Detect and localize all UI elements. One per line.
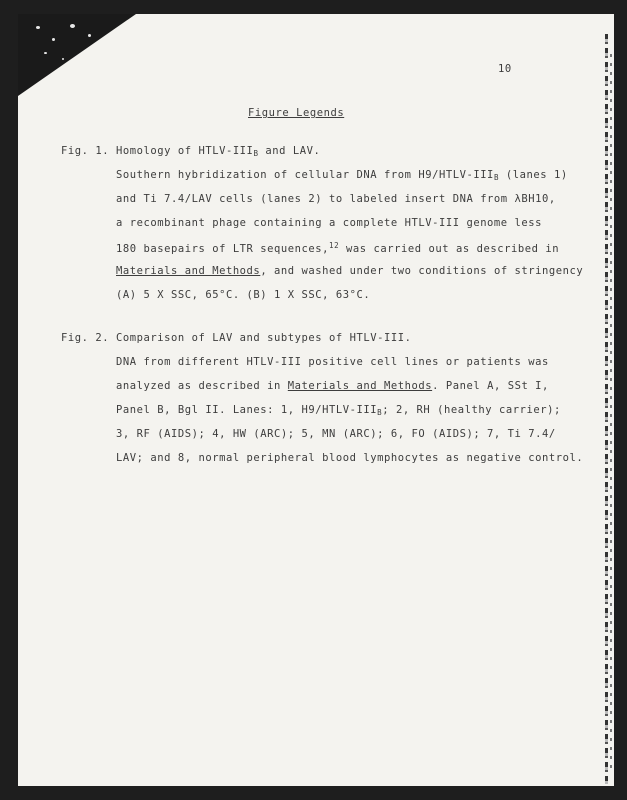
figure-1-line-4: 180 basepairs of LTR sequences,$^{12}$ was carried out as described in xyxy=(116,241,560,255)
scan-edge-mark xyxy=(605,34,608,784)
figure-1-line-6: (A) 5 X SSC, 65°C. (B) 1 X SSC, 63°C. xyxy=(116,289,371,301)
corner-speck xyxy=(44,52,47,54)
corner-speck xyxy=(52,38,55,41)
figure-2-line-3: Panel B, Bgl II. Lanes: 1, $H9/HTLV-III_B$; 2, RH (healthy carrier); xyxy=(116,404,561,417)
figure-1-line-5: Materials and Methods, and washed under two conditions of stringency xyxy=(116,265,584,277)
page-heading: Figure Legends xyxy=(248,107,345,119)
figure-1-line-3: a recombinant phage containing a complete HTLV-III genome less xyxy=(116,217,543,229)
figure-2-label: Fig. 2. xyxy=(61,332,110,344)
figure-2-line-5: LAV; and 8, normal peripheral blood lymphocytes as negative control. xyxy=(116,452,584,464)
corner-speck xyxy=(62,58,64,60)
corner-speck xyxy=(70,24,75,28)
figure-1-line-2: and Ti 7.4/LAV cells (lanes 2) to labeled insert DNA from λBH10, xyxy=(116,193,556,205)
document-page xyxy=(18,14,614,786)
figure-1-label: Fig. 1. xyxy=(61,145,110,157)
figure-2-line-1: DNA from different HTLV-III positive cell lines or patients was xyxy=(116,356,549,368)
scan-edge-mark xyxy=(610,54,612,774)
figure-1-title: Homology of HTLV-$III_B$ and LAV. xyxy=(116,145,321,158)
figure-2-line-4: 3, RF (AIDS); 4, HW (ARC); 5, MN (ARC); 6, FO (AIDS); 7, Ti 7.4/ xyxy=(116,428,556,440)
corner-speck xyxy=(36,26,40,29)
page-number: 10 xyxy=(498,63,512,75)
figure-2-title: Comparison of LAV and subtypes of HTLV-III. xyxy=(116,332,412,344)
figure-1-line-1: Southern hybridization of cellular DNA from $H9/HTLV-III_B$ (lanes 1) xyxy=(116,169,568,182)
figure-2-line-2: analyzed as described in Materials and Methods. Panel A, SSt I, xyxy=(116,380,549,392)
corner-speck xyxy=(88,34,91,37)
